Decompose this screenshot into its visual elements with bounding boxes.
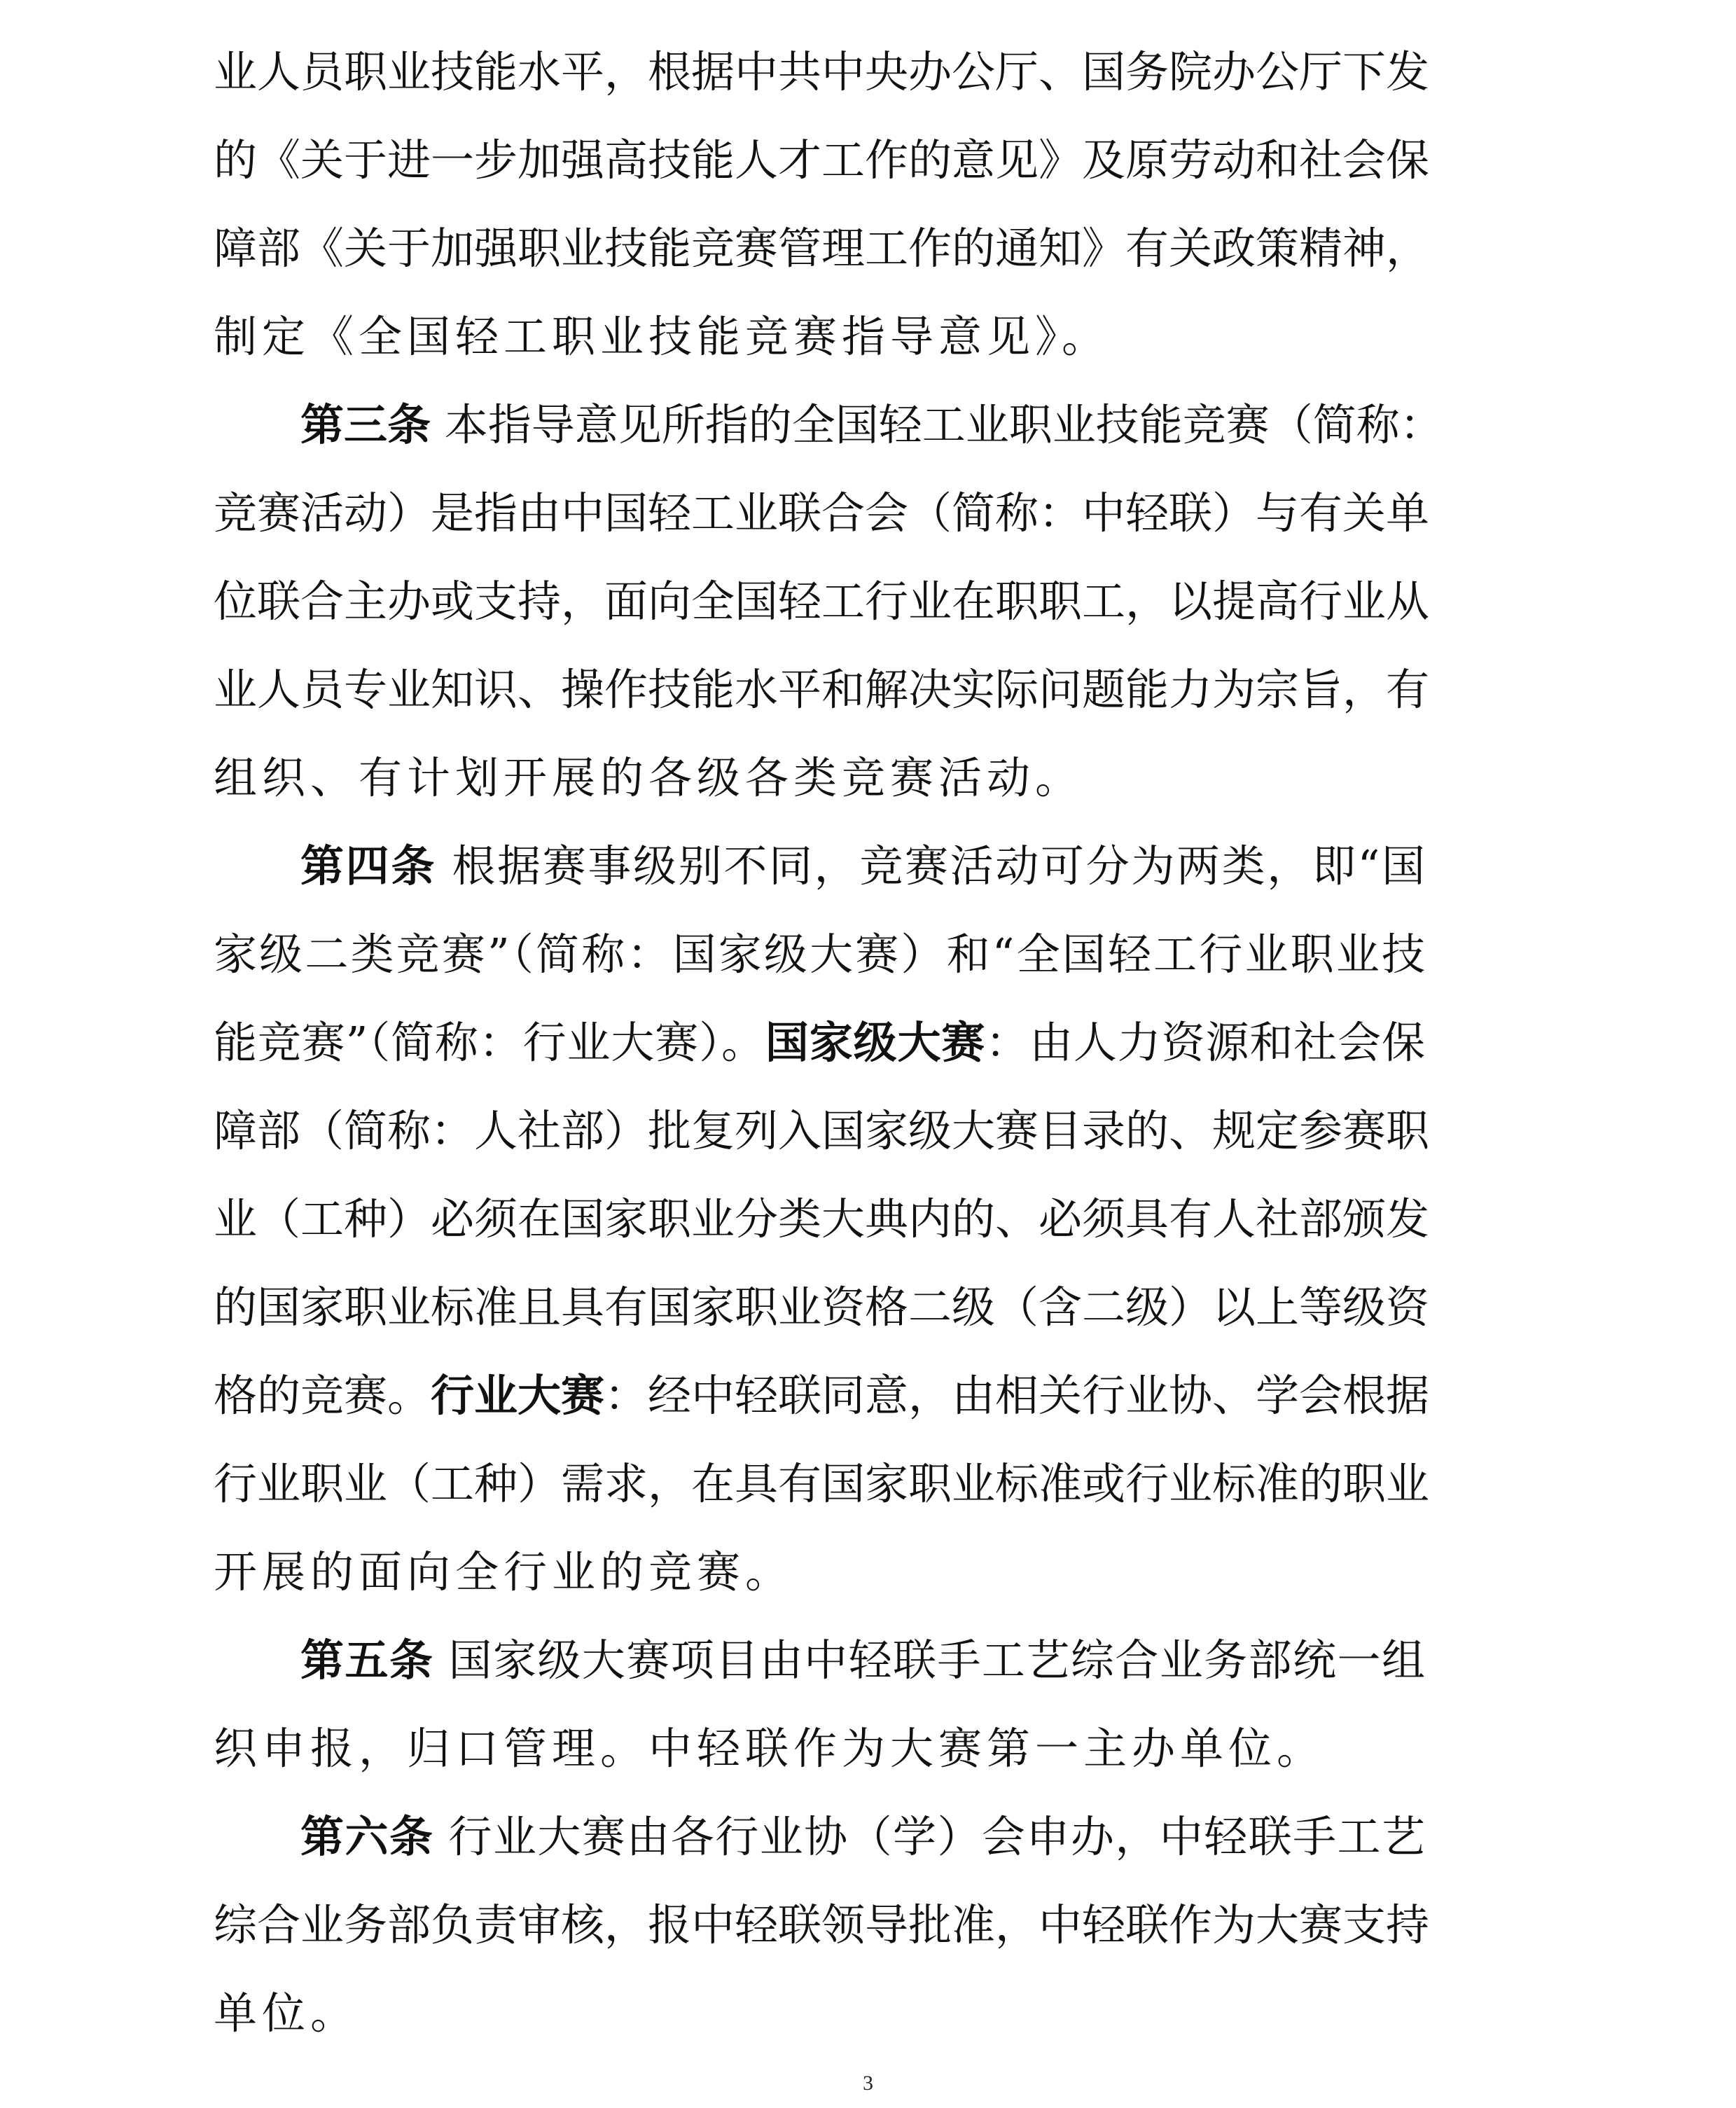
term-industry-contest: 行业大赛: [431, 1370, 605, 1421]
text-line: 业人员专业知识、操作技能水平和解决实际问题能力为宗旨，有: [214, 664, 1430, 715]
text-line: 业（工种）必须在国家职业分类大典内的、必须具有人社部颁发: [214, 1193, 1430, 1244]
text-line: 位联合主办或支持，面向全国轻工行业在职职工，以提高行业从: [214, 576, 1430, 627]
text-line: 行业职业（工种）需求，在具有国家职业标准或行业标准的职业: [214, 1458, 1430, 1509]
article-4-heading-line: 第四条 根据赛事级别不同，竞赛活动可分为两类，即“国: [300, 840, 1425, 892]
text-line: 业人员职业技能水平，根据中共中央办公厅、国务院办公厅下发: [214, 46, 1430, 97]
text-line: 综合业务部负责审核，报中轻联领导批准，中轻联作为大赛支持: [214, 1899, 1430, 1950]
term-national-contest: 国家级大赛: [765, 1017, 986, 1068]
text-line: 制定《全国轻工职业技能竞赛指导意见》。: [214, 311, 1111, 362]
page-number: 3: [863, 2072, 873, 2095]
article-3-heading-line: 第三条 本指导意见所指的全国轻工业职业技能竞赛（简称：: [300, 399, 1443, 450]
text-line: 格的竞赛。行业大赛：经中轻联同意，由相关行业协、学会根据: [214, 1370, 1430, 1421]
text-line: 的《关于进一步加强高技能人才工作的意见》及原劳动和社会保: [214, 134, 1430, 186]
text-line: 能竞赛”（简称：行业大赛）。国家级大赛：由人力资源和社会保: [214, 1017, 1425, 1068]
article-label: 第四条: [300, 840, 436, 892]
text-line: 竞赛活动）是指由中国轻工业联合会（简称：中轻联）与有关单: [214, 487, 1430, 539]
document-body: [214, 28, 1443, 2058]
text-line: 障部（简称：人社部）批复列入国家级大赛目录的、规定参赛职: [214, 1105, 1430, 1156]
article-5-heading-line: 第五条 国家级大赛项目由中轻联手工艺综合业务部统一组: [300, 1635, 1425, 1686]
text-line: 家级二类竞赛”（简称：国家级大赛）和“全国轻工行业职业技: [214, 929, 1425, 980]
text-line: 的国家职业标准且具有国家职业资格二级（含二级）以上等级资: [214, 1282, 1430, 1333]
text-line: 织申报，归口管理。中轻联作为大赛第一主办单位。: [214, 1723, 1326, 1774]
text-line: 开展的面向全行业的竞赛。: [214, 1546, 794, 1597]
text-line: 障部《关于加强职业技能竞赛管理工作的通知》有关政策精神，: [214, 223, 1430, 274]
article-label: 第五条: [300, 1635, 434, 1686]
text-line: 组织、有计划开展的各级各类竞赛活动。: [214, 752, 1084, 803]
article-6-heading-line: 第六条 行业大赛由各行业协（学）会申办，中轻联手工艺: [300, 1811, 1425, 1862]
text-line: 单位。: [214, 1988, 359, 2039]
article-label: 第六条: [300, 1811, 434, 1862]
article-label: 第三条: [300, 399, 431, 450]
